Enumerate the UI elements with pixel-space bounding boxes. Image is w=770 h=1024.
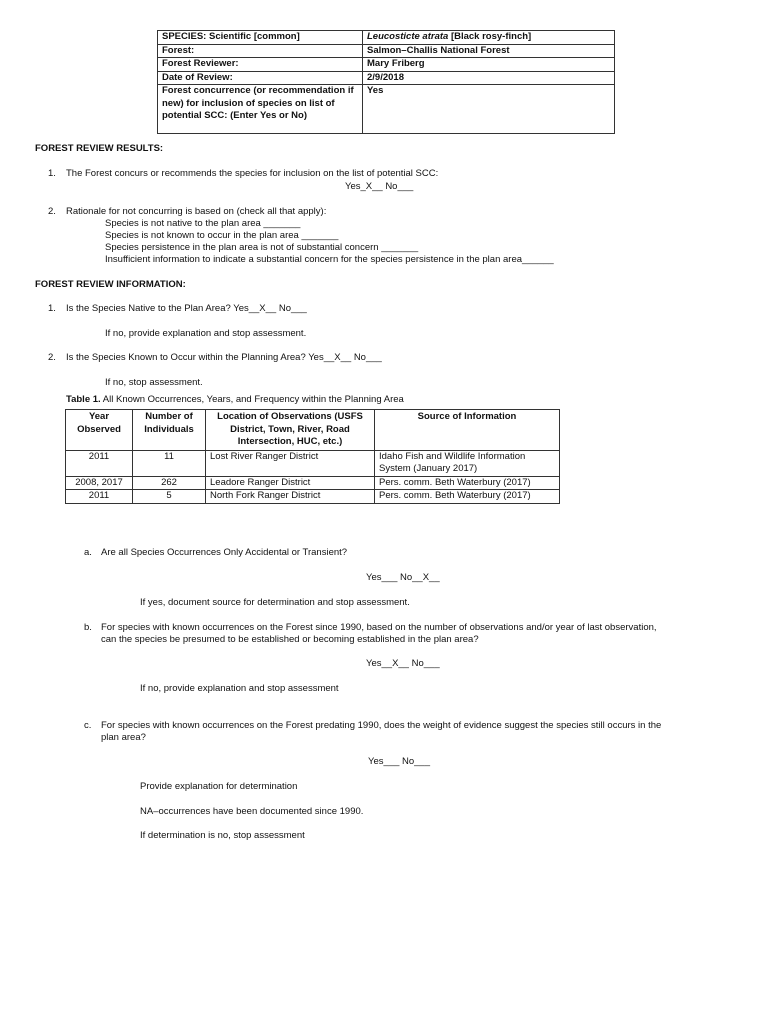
header-value: 2/9/2018 (363, 71, 615, 85)
col-header-number: Number of Individuals (133, 410, 206, 451)
col-header-year: Year Observed (66, 410, 133, 451)
table1-caption-label: Table 1. (66, 394, 101, 405)
information-heading: FOREST REVIEW INFORMATION: (35, 279, 186, 290)
results-q1-text: The Forest concurs or recommends the species for inclusion on the list of potential SCC: (66, 168, 439, 179)
info-q2-note: If no, stop assessment. (105, 377, 203, 388)
subq-b-letter: b. (84, 622, 92, 633)
cell-year: 2011 (66, 450, 133, 476)
species-scientific-name: Leucosticte atrata (367, 31, 449, 42)
occurrences-table (65, 409, 560, 504)
subq-c-note-1: Provide explanation for determination (140, 781, 298, 792)
cell-year: 2008, 2017 (66, 476, 133, 490)
cell-number: 5 (133, 490, 206, 504)
subq-b-text-line1: For species with known occurrences on the Forest since 1990, based on the number of observations and/or year of last observation, (101, 622, 657, 633)
header-label: Forest concurrence (or recommendation if new) for inclusion of species on list of potential SCC: (Enter Yes or No) (158, 85, 363, 134)
table-row (158, 58, 615, 72)
table1-caption-text: All Known Occurrences, Years, and Frequency within the Planning Area (100, 394, 404, 405)
header-value: Yes (363, 85, 615, 134)
table-row (158, 44, 615, 58)
info-q1-number: 1. (48, 303, 56, 314)
subq-b-text-line2: can the species be presumed to be established or becoming established in the plan area? (101, 634, 479, 645)
subq-a-answer: Yes___ No__X__ (366, 572, 440, 583)
subq-c-letter: c. (84, 720, 92, 731)
results-q1-number: 1. (48, 168, 56, 179)
info-q2-text: Is the Species Known to Occur within the Planning Area? Yes__X__ No___ (66, 352, 382, 363)
table-row (158, 71, 615, 85)
results-q2-text: Rationale for not concurring is based on (check all that apply): (66, 206, 327, 217)
col-header-location: Location of Observations (USFS District, Town, River, Road Intersection, HUC, etc.) (206, 410, 375, 451)
cell-location: Lost River Ranger District (206, 450, 375, 476)
subq-b-note: If no, provide explanation and stop assessment (140, 683, 339, 694)
subq-c-note-2: NA–occurrences have been documented since 1990. (140, 806, 364, 817)
header-label: Forest: (158, 44, 363, 58)
table-row (158, 31, 615, 45)
header-label: SPECIES: Scientific [common] (158, 31, 363, 45)
results-heading: FOREST REVIEW RESULTS: (35, 143, 164, 154)
subq-a-text: Are all Species Occurrences Only Accidental or Transient? (101, 547, 348, 558)
header-value: Salmon–Challis National Forest (363, 44, 615, 58)
col-header-source: Source of Information (375, 410, 560, 451)
info-q1-note: If no, provide explanation and stop assessment. (105, 328, 307, 339)
cell-number: 262 (133, 476, 206, 490)
table1-caption (66, 394, 404, 407)
species-common-name: [Black rosy-finch] (448, 31, 532, 42)
cell-source: Idaho Fish and Wildlife Information System (January 2017) (375, 450, 560, 476)
cell-number: 11 (133, 450, 206, 476)
species-header-table (157, 30, 615, 134)
subq-c-answer: Yes___ No___ (368, 756, 430, 767)
table-row (66, 450, 560, 476)
cell-source: Pers. comm. Beth Waterbury (2017) (375, 476, 560, 490)
cell-location: Leadore Ranger District (206, 476, 375, 490)
rationale-option: Species is not known to occur in the plan area _______ (105, 230, 339, 241)
info-q1-text: Is the Species Native to the Plan Area? Yes__X__ No___ (66, 303, 307, 314)
subq-a-note: If yes, document source for determination and stop assessment. (140, 597, 410, 608)
subq-a-letter: a. (84, 547, 92, 558)
results-q2-number: 2. (48, 206, 56, 217)
rationale-option: Species is not native to the plan area _______ (105, 218, 301, 229)
rationale-option: Insufficient information to indicate a substantial concern for the species persistence in the plan area______ (105, 254, 554, 265)
header-value: Mary Friberg (363, 58, 615, 72)
subq-c-text-line2: plan area? (101, 732, 146, 743)
subq-b-answer: Yes__X__ No___ (366, 658, 440, 669)
subq-c-note-3: If determination is no, stop assessment (140, 830, 305, 841)
header-label: Forest Reviewer: (158, 58, 363, 72)
cell-location: North Fork Ranger District (206, 490, 375, 504)
subq-c-text-line1: For species with known occurrences on the Forest predating 1990, does the weight of evidence suggest the species still occurs in the (101, 720, 662, 731)
table-header-row (66, 410, 560, 451)
header-value (363, 31, 615, 45)
info-q2-number: 2. (48, 352, 56, 363)
table-row (66, 490, 560, 504)
rationale-option: Species persistence in the plan area is not of substantial concern _______ (105, 242, 419, 253)
cell-year: 2011 (66, 490, 133, 504)
cell-source: Pers. comm. Beth Waterbury (2017) (375, 490, 560, 504)
table-row (66, 476, 560, 490)
results-q1-answer: Yes_X__ No___ (345, 181, 414, 192)
header-label: Date of Review: (158, 71, 363, 85)
table-row (158, 85, 615, 134)
